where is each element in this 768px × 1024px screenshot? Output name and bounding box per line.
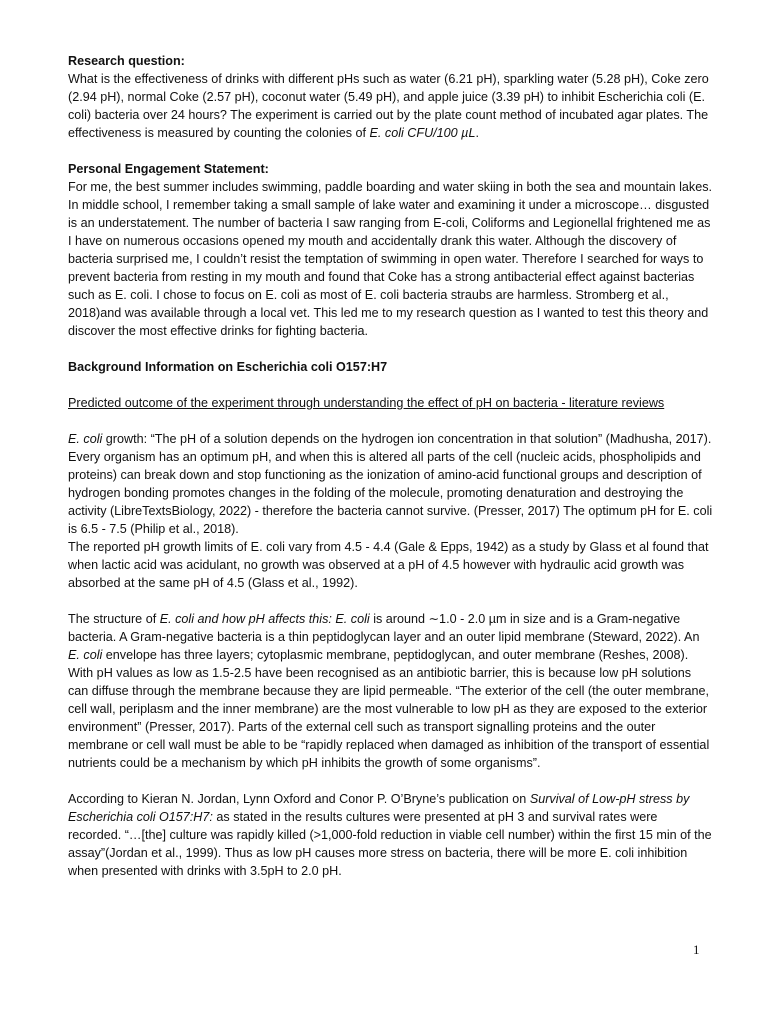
research-question-measure: E. coli CFU/100 µL [369,126,476,140]
engagement-text: For me, the best summer includes swimming, paddle boarding and water skiing in both the sea and mountain lakes. In middle school, I remember taking a small sample of lake water and examining it under a microscope… disgusted is an understatement. The number of bacteria I saw ranging from E-coli, Coliforms and Legionellal frightened me as I have on numerous occasions opened my mouth and accidentally drank this water. Although the discovery of bacteria surprised me, I couldn’t resist the temptation of swimming in open water. Therefore I searched for ways to prevent bacteria from resting in my mouth and found that Coke has a strong antibacterial effect against bacterias such as E. coli. I chose to focus on E. coli as most of E. coli bacteria straubs are harmless. Stromberg et al., 2018)and was available through a local vet. This led me to my research question as I wanted to test this theory and discover the most effective drinks for fighting bacteria. [68,180,713,338]
engagement-heading: Personal Engagement Statement: [68,162,269,176]
growth-body: growth: “The pH of a solution depends on the hydrogen ion concentration in that solution” (Madhusha, 2017). Every organism has an optimum pH, and when this is altered all parts of the cell (nucleic acids, phospholipids and proteins) can break down and stop functioning as the ionization of amino-acid functional groups and description of hydrogen bonding promotes changes in the folding of the molecule, promoting denaturation and destroying the activity (LibreTextsBiology, 2022) - therefore the bacteria cannot survive. (Presser, 2017) The optimum pH for E. coli is 6.5 - 7.5 (Philip et al., 2018). [68,432,713,536]
jordan-lead: According to Kieran N. Jordan, Lynn Oxford and Conor P. O’Bryne’s publication on [68,792,530,806]
jordan-body: as stated in the results cultures were presented at pH 3 and survival rates were recorded. “…[the] culture was rapidly killed (>1,000-fold reduction in viable cell number) within the first 15 min of the assay”(Jordan et al., 1999). Thus as low pH causes more stress on bacteria, there will be more E. coli inhibition when presented with drinks with 3.5pH to 2.0 pH. [68,810,712,878]
structure-body-1: is around ∼1.0 - 2.0 µm in size and is a Gram-negative bacteria. A Gram-negative bacteria is a thin peptidoglycan layer and an outer lipid membrane (Steward, 2022). An [68,612,700,644]
structure-lead-italic: E. coli and how pH affects this: E. coli [159,612,370,626]
predicted-outcome-subheading: Predicted outcome of the experiment through understanding the effect of pH on bacteria - literature reviews [68,396,665,410]
research-question-heading: Research question: [68,54,185,68]
growth-limits-paragraph: The reported pH growth limits of E. coli vary from 4.5 - 4.4 (Gale & Epps, 1942) as a study by Glass et al found that when lactic acid was acidulant, no growth was observed at a pH of 4.5 however with hydraulic acid growth was absorbed at the same pH of 4.5 (Glass et al., 1992). [68,540,709,590]
jordan-publication-title: Survival of Low-pH stress by Escherichia coli O157:H7: [68,792,690,824]
structure-body-2: envelope has three layers; cytoplasmic membrane, peptidoglycan, and outer membrane (Reshes, 2008). With pH values as low as 1.5-2.5 have been recognised as an antibiotic barrier, this is because low pH solutions can diffuse through the membrane because they are lipid permeable. “The exterior of the cell (the outer membrane, cell wall, periplasm and the inner membrane) are the most vulnerable to low pH as they are exposed to the exterior environment” (Presser, 2017). Parts of the external cell such as transport signalling proteins and the outer membrane or cell wall must be able to be “rapidly replaced when damaged as inhibition of the transport of essential nutrients could be a mechanism by which pH inhibits the growth of some organisms”. [68,648,710,770]
research-question-text [68,70,714,142]
background-heading: Background Information on Escherichia coli O157:H7 [68,360,388,374]
page-number: 1 [693,942,700,957]
growth-lead: E. coli [68,432,103,446]
document-body [68,52,714,880]
structure-paragraph [68,610,714,772]
research-question-end: . [475,126,479,140]
structure-mid-italic: E. coli [68,648,103,662]
growth-paragraph [68,430,714,538]
research-question-body: What is the effectiveness of drinks with different pHs such as water (6.21 pH), sparkling water (5.28 pH), Coke zero (2.94 pH), normal Coke (2.57 pH), coconut water (5.49 pH), and apple juice (3.39 pH) to inhibit Escherichia coli (E. coli) bacteria over 24 hours? The experiment is carried out by the plate count method of incubated agar plates. The effectiveness is measured by counting the colonies of [68,72,709,140]
structure-lead: The structure of [68,612,160,626]
jordan-paragraph [68,790,714,880]
